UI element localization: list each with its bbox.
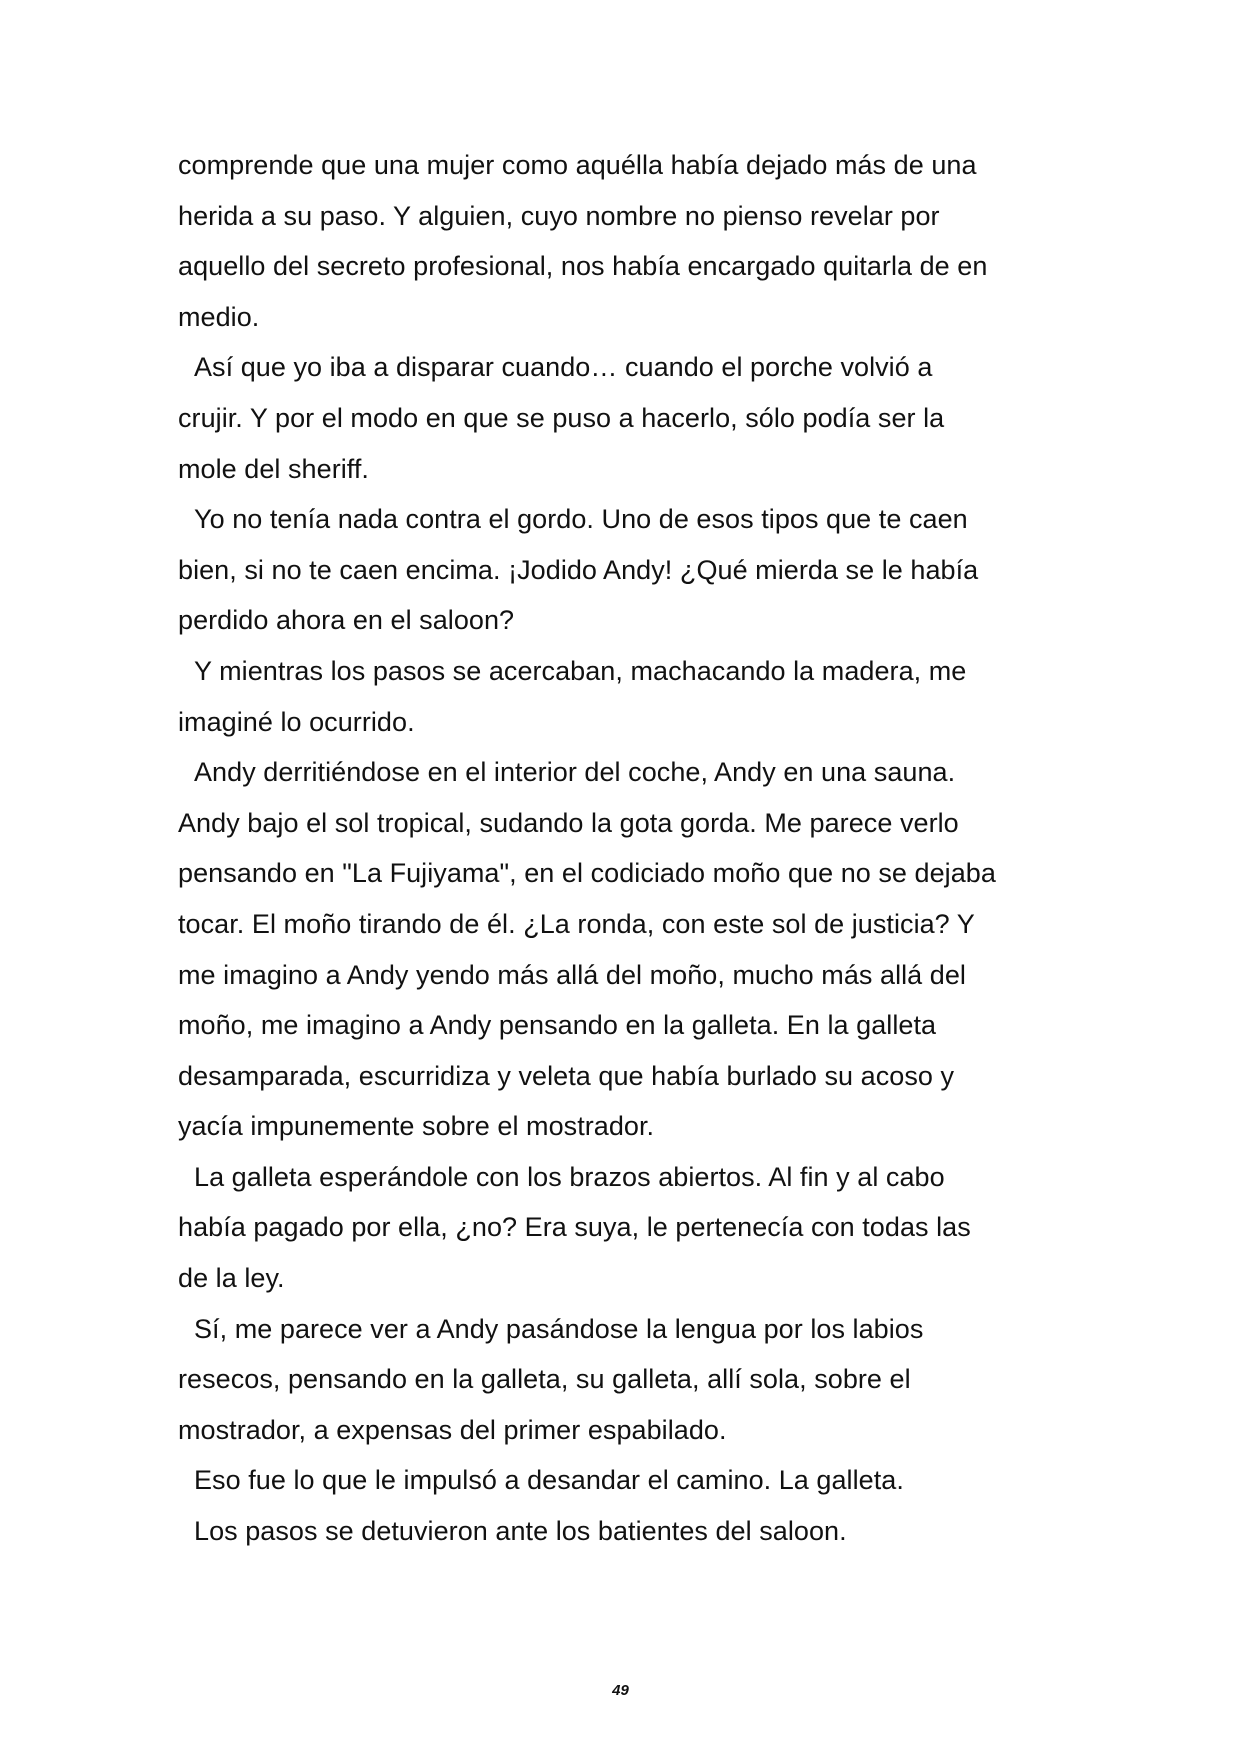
text-line: Y mientras los pasos se acercaban, machacando la madera, me bbox=[194, 655, 967, 686]
text-line: bien, si no te caen encima. ¡Jodido Andy! ¿Qué mierda se le había bbox=[178, 554, 979, 585]
text-line: Andy bajo el sol tropical, sudando la gota gorda. Me parece verlo bbox=[178, 807, 959, 838]
text-line: me imagino a Andy yendo más allá del moño, mucho más allá del bbox=[178, 959, 966, 990]
text-line: medio. bbox=[178, 301, 260, 332]
text-line: La galleta esperándole con los brazos abiertos. Al fin y al cabo bbox=[194, 1161, 945, 1192]
text-line: moño, me imagino a Andy pensando en la galleta. En la galleta bbox=[178, 1010, 937, 1041]
text-line: tocar. El moño tirando de él. ¿La ronda, con este sol de justicia? Y bbox=[178, 908, 975, 939]
text-line: mostrador, a expensas del primer espabilado. bbox=[178, 1414, 727, 1445]
text-line: Eso fue lo que le impulsó a desandar el camino. La galleta. bbox=[194, 1465, 904, 1496]
body-text bbox=[178, 140, 1078, 1557]
text-line: mole del sheriff. bbox=[178, 453, 369, 484]
text-line: desamparada, escurridiza y veleta que había burlado su acoso y bbox=[178, 1060, 955, 1091]
text-line: había pagado por ella, ¿no? Era suya, le pertenecía con todas las bbox=[178, 1212, 971, 1243]
text-line: comprende que una mujer como aquélla había dejado más de una bbox=[178, 150, 977, 180]
text-line: crujir. Y por el modo en que se puso a hacerlo, sólo podía ser la bbox=[178, 402, 945, 433]
text-line: resecos, pensando en la galleta, su galleta, allí sola, sobre el bbox=[178, 1364, 911, 1395]
text-line: imaginé lo ocurrido. bbox=[178, 706, 415, 737]
text-line: herida a su paso. Y alguien, cuyo nombre no pienso revelar por bbox=[178, 200, 940, 231]
text-line: Sí, me parece ver a Andy pasándose la lengua por los labios bbox=[194, 1313, 924, 1344]
text-line: aquello del secreto profesional, nos había encargado quitarla de en bbox=[178, 251, 988, 282]
text-line: Yo no tenía nada contra el gordo. Uno de esos tipos que te caen bbox=[194, 504, 968, 535]
text-line: de la ley. bbox=[178, 1263, 285, 1294]
page-number: 49 bbox=[612, 1682, 629, 1699]
text-line: Andy derritiéndose en el interior del coche, Andy en una sauna. bbox=[194, 757, 956, 788]
text-line: pensando en "La Fujiyama", en el codiciado moño que no se dejaba bbox=[178, 858, 996, 889]
text-line: perdido ahora en el saloon? bbox=[178, 605, 515, 636]
text-line: Los pasos se detuvieron ante los batientes del saloon. bbox=[194, 1516, 847, 1547]
text-line: yacía impunemente sobre el mostrador. bbox=[178, 1111, 655, 1142]
text-line: Así que yo iba a disparar cuando… cuando el porche volvió a bbox=[194, 352, 933, 383]
